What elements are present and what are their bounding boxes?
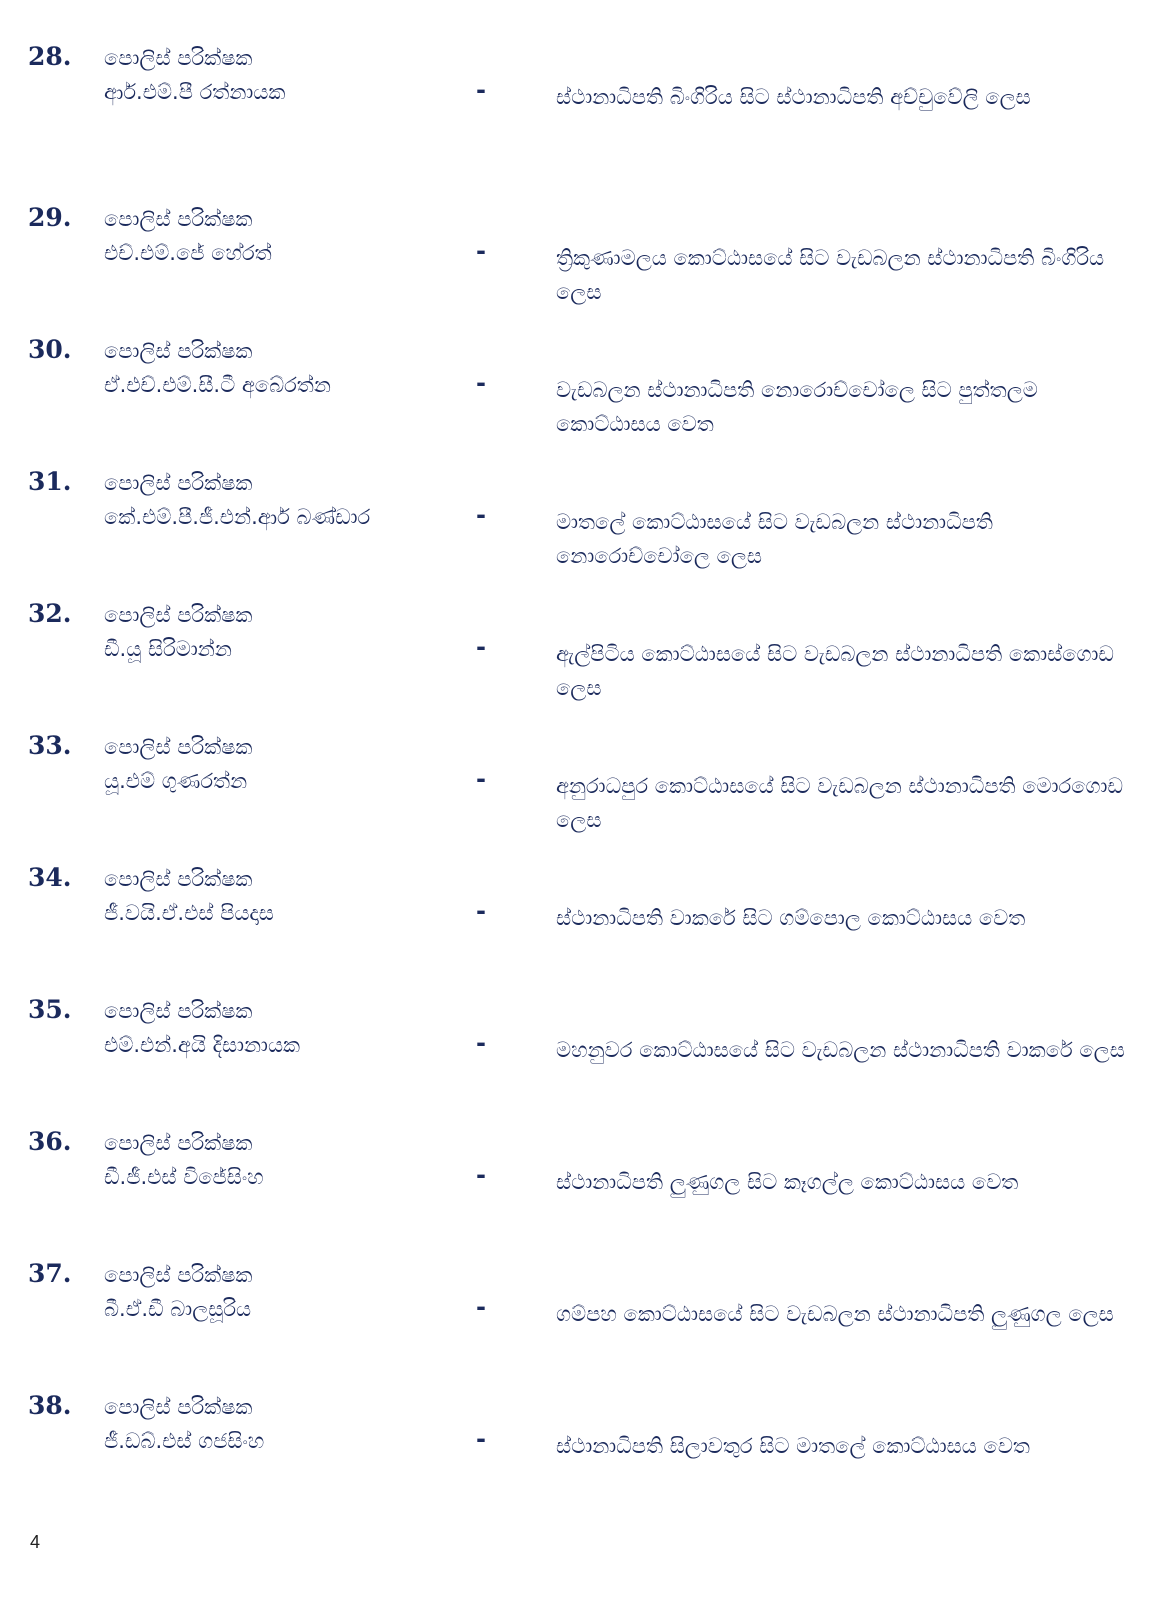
entry-description: වැඩබලන ස්ථානාධිපති නොරොච්චෝලෙ සිට පුත්තලම කොට්ඨාසය වෙත	[556, 378, 1038, 436]
entry-number: 33.	[28, 731, 72, 760]
entry-item	[0, 42, 1175, 176]
entry-item	[0, 1391, 1175, 1525]
entry-item	[0, 467, 1175, 601]
entry-name: එච්.එම්.ජේ හේරත්	[104, 241, 272, 265]
entry-description: ස්ථානාධිපති සිලාවතුර සිට මාතලේ කොට්ඨාසය වෙත	[556, 1434, 1030, 1458]
entry-rank: පොලිස් පරික්ෂක	[104, 1395, 253, 1419]
entry-rank: පොලිස් පරික්ෂක	[104, 999, 253, 1023]
entry-number: 34.	[28, 863, 72, 892]
entry-description: ස්ථානාධිපති වාකරේ සිට ගම්පොල කොට්ඨාසය වෙත	[556, 906, 1026, 930]
entry-item	[0, 1127, 1175, 1261]
entry-rank: පොලිස් පරික්ෂක	[104, 735, 253, 759]
entry-rank: පොලිස් පරික්ෂක	[104, 1263, 253, 1287]
entry-rank: පොලිස් පරික්ෂක	[104, 46, 253, 70]
entry-description: ත්‍රිකුණාමලය කොට්ඨාසයේ සිට වැඩබලන ස්ථානාධිපති බිංගිරිය ලෙස	[556, 246, 1105, 304]
entry-separator: -	[476, 1029, 486, 1057]
entry-rank: පොලිස් පරික්ෂක	[104, 471, 253, 495]
entry-description: ස්ථානාධිපති බිංගිරිය සිට ස්ථානාධිපති අච්චුවේලි ලෙස	[556, 85, 1031, 109]
entry-name: බී.ඒ.ඩී බාලසූරිය	[104, 1297, 252, 1321]
entry-number: 32.	[28, 599, 72, 628]
entry-description: මහනුවර කොට්ඨාසයේ සිට වැඩබලන ස්ථානාධිපති වාකරේ ලෙස	[556, 1038, 1125, 1062]
entry-separator: -	[476, 1161, 486, 1189]
entry-description: මාතලේ කොට්ඨාසයේ සිට වැඩබලන ස්ථානාධිපති නොරොච්චෝලෙ ලෙස	[556, 510, 993, 568]
entry-item	[0, 599, 1175, 733]
entry-item	[0, 1259, 1175, 1393]
entry-name: ජී.ඩබ්.එස් ගජසිංහ	[104, 1429, 265, 1453]
entry-name: ජී.වයි.ඒ.එස් පියදාස	[104, 901, 274, 925]
entry-separator: -	[476, 369, 486, 397]
entry-name: කේ.එම්.පී.ජී.එන්.ආර් බණ්ඩාර	[104, 505, 371, 529]
entry-separator: -	[476, 76, 486, 104]
entry-number: 36.	[28, 1127, 72, 1156]
entry-number: 31.	[28, 467, 72, 496]
entry-item	[0, 203, 1175, 337]
entry-item	[0, 995, 1175, 1129]
entry-number: 29.	[28, 203, 72, 232]
entry-number: 35.	[28, 995, 72, 1024]
entry-number: 28.	[28, 42, 72, 71]
entry-rank: පොලිස් පරික්ෂක	[104, 603, 253, 627]
entry-number: 38.	[28, 1391, 72, 1420]
entry-description: ගම්පහ කොට්ඨාසයේ සිට වැඩබලන ස්ථානාධිපති ලුණුගල ලෙස	[556, 1302, 1114, 1326]
entry-separator: -	[476, 897, 486, 925]
entry-name: ඩී.ජී.එස් විජේසිංහ	[104, 1165, 264, 1189]
entry-number: 30.	[28, 335, 72, 364]
entry-item	[0, 731, 1175, 865]
entry-name: එම්.එන්.අයි දිසානායක	[104, 1033, 301, 1057]
entry-rank: පොලිස් පරික්ෂක	[104, 339, 253, 363]
page-number: 4	[30, 1532, 41, 1552]
entry-separator: -	[476, 1293, 486, 1321]
entry-separator: -	[476, 633, 486, 661]
entry-rank: පොලිස් පරික්ෂක	[104, 1131, 253, 1155]
entry-item	[0, 863, 1175, 997]
entry-description: ඇල්පිටිය කොට්ඨාසයේ සිට වැඩබලන ස්ථානාධිපති කොස්ගොඩ ලෙස	[556, 642, 1114, 700]
entry-description: ස්ථානාධිපති ලුණුගල සිට කෑගල්ල කොට්ඨාසය වෙත	[556, 1170, 1019, 1194]
entry-number: 37.	[28, 1259, 72, 1288]
entry-item	[0, 335, 1175, 469]
entry-rank: පොලිස් පරික්ෂක	[104, 207, 253, 231]
entry-name: ආර්.එම්.පී රත්නායක	[104, 80, 286, 104]
entry-name: ඒ.එච්.එම්.සී.ටී අබේරත්න	[104, 373, 331, 397]
entry-separator: -	[476, 237, 486, 265]
entry-separator: -	[476, 765, 486, 793]
entry-name: යූ.එම් ගුණරත්න	[104, 769, 248, 793]
entry-separator: -	[476, 501, 486, 529]
entry-name: ඩී.යූ සිරිමාන්න	[104, 637, 232, 661]
entry-rank: පොලිස් පරික්ෂක	[104, 867, 253, 891]
entry-description: අනුරාධපුර කොට්ඨාසයේ සිට වැඩබලන ස්ථානාධිපති මොරගොඩ ලෙස	[556, 774, 1124, 832]
entry-separator: -	[476, 1425, 486, 1453]
